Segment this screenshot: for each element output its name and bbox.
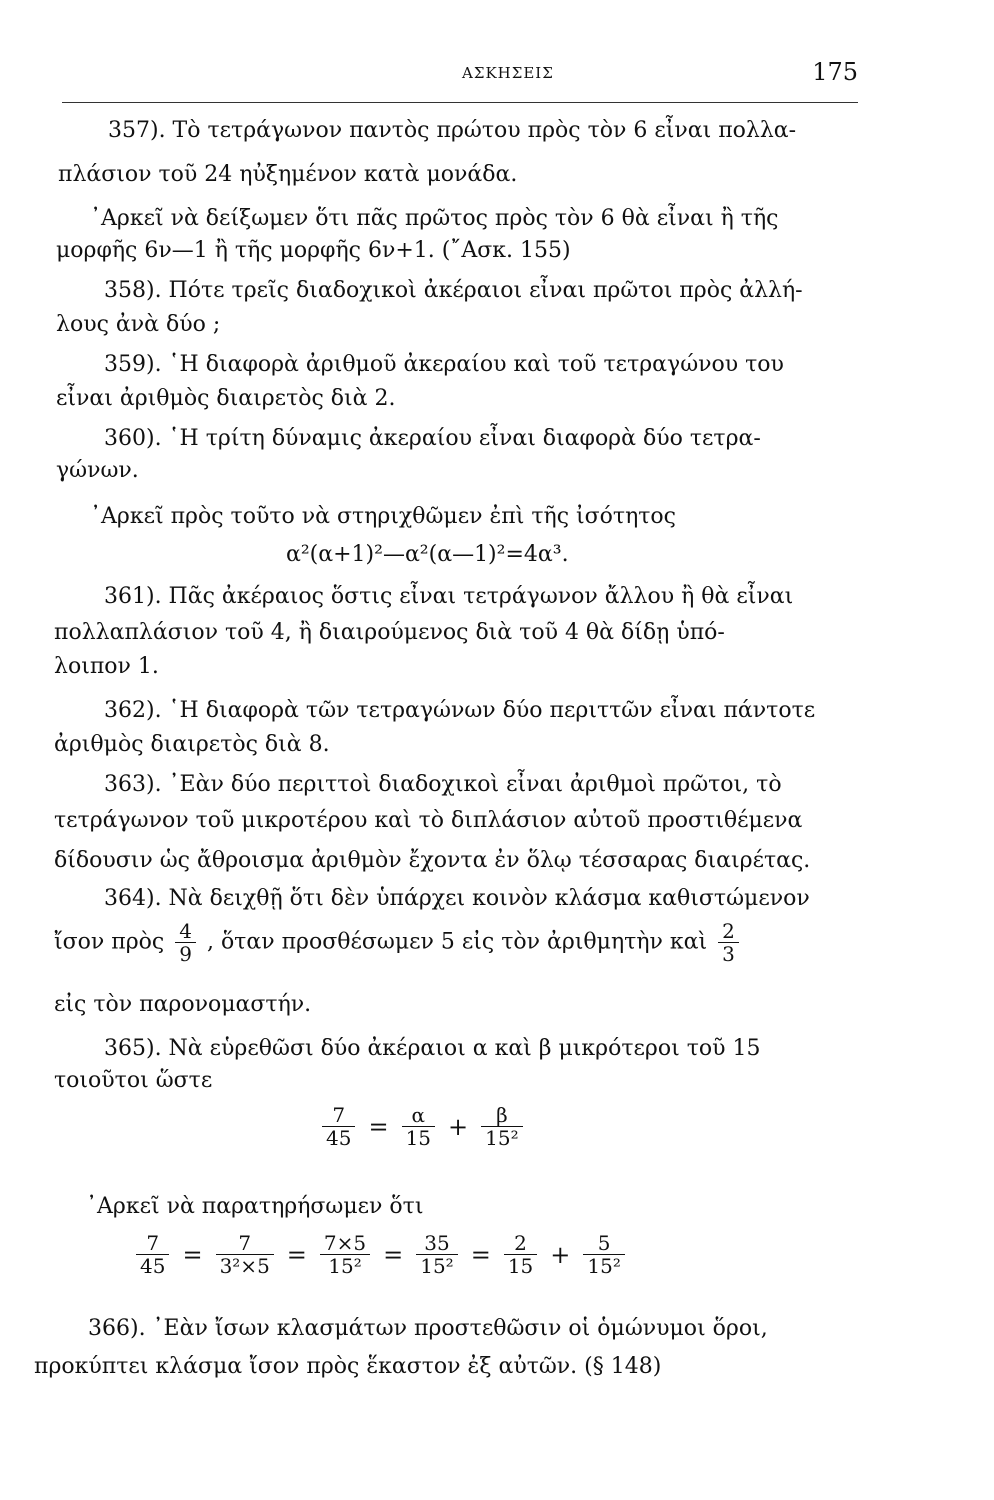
denominator: 3 xyxy=(722,942,735,966)
text-line: πλάσιον τοῦ 24 ηὐξημένον κατὰ μονάδα. xyxy=(58,162,518,187)
text-line: 365). Νὰ εὑρεθῶσι δύο ἀκέραιοι α καὶ β μικρότεροι τοῦ 15 xyxy=(104,1036,761,1061)
plus-sign: + xyxy=(550,1240,571,1269)
text-line: γώνων. xyxy=(56,458,139,483)
denominator: 15 xyxy=(405,1126,432,1150)
denominator: 45 xyxy=(140,1254,166,1278)
denominator: 15 xyxy=(507,1254,534,1278)
plus-sign: + xyxy=(448,1112,469,1141)
text-line: ᾿Αρκεῖ νὰ δείξωμεν ὅτι πᾶς πρῶτος πρὸς τὸν 6 θὰ εἶναι ἢ τῆς xyxy=(90,206,779,231)
fraction xyxy=(583,1232,624,1277)
numerator: 5 xyxy=(583,1232,624,1255)
text-line: 357). Τὸ τετράγωνον παντὸς πρώτου πρὸς τὸν 6 εἶναι πολλα- xyxy=(108,118,797,143)
equation-2 xyxy=(132,1232,629,1277)
text-line: πολλαπλάσιον τοῦ 4, ἢ διαιρούμενος διὰ τοῦ 4 θὰ δίδῃ ὑπό- xyxy=(54,620,725,645)
denominator: 15² xyxy=(485,1126,519,1150)
denominator: 15² xyxy=(420,1254,454,1278)
text-line: 359). ῾Η διαφορὰ ἀριθμοῦ ἀκεραίου καὶ τοῦ τετραγώνου του xyxy=(104,352,784,377)
page-header xyxy=(62,58,858,103)
text-line: 358). Πότε τρεῖς διαδοχικοὶ ἀκέραιοι εἶναι πρῶτοι πρὸς ἀλλή- xyxy=(104,278,803,303)
equation-identity: α²(α+1)²—α²(α—1)²=4α³. xyxy=(286,542,569,567)
equals-sign: = xyxy=(368,1112,389,1141)
equals-sign: = xyxy=(182,1240,203,1269)
numerator: 7 xyxy=(322,1104,355,1127)
text-line: 362). ῾Η διαφορὰ τῶν τετραγώνων δύο περιττῶν εἶναι πάντοτε xyxy=(104,698,816,723)
line-364-fractions xyxy=(54,920,743,965)
text-fragment: ἴσον πρὸς xyxy=(54,929,165,955)
text-line: ᾿Αρκεῖ νὰ παρατηρήσωμεν ὅτι xyxy=(86,1194,424,1219)
numerator: 7 xyxy=(216,1232,274,1255)
numerator: 7×5 xyxy=(320,1232,370,1255)
denominator: 9 xyxy=(179,942,192,966)
text-line: 366). ᾿Εὰν ἴσων κλασμάτων προστεθῶσιν οἱ ὁμώνυμοι ὅροι, xyxy=(88,1316,768,1341)
text-line: ᾿Αρκεῖ πρὸς τοῦτο νὰ στηριχθῶμεν ἐπὶ τῆς ἰσότητος xyxy=(90,504,676,529)
fraction xyxy=(402,1104,435,1149)
text-line: λους ἀνὰ δύο ; xyxy=(56,312,221,337)
text-line: δίδουσιν ὡς ἄθροισμα ἀριθμὸν ἔχοντα ἐν ὅλῳ τέσσαρας διαιρέτας. xyxy=(54,848,811,873)
numerator: 2 xyxy=(504,1232,537,1255)
numerator: β xyxy=(481,1104,522,1127)
text-line: τετράγωνον τοῦ μικροτέρου καὶ τὸ διπλάσιον αὐτοῦ προστιθέμενα xyxy=(54,808,803,833)
fraction xyxy=(320,1232,370,1277)
fraction xyxy=(216,1232,274,1277)
fraction xyxy=(504,1232,537,1277)
text-line: 360). ῾Η τρίτη δύναμις ἀκεραίου εἶναι διαφορὰ δύο τετρα- xyxy=(104,426,761,451)
equals-sign: = xyxy=(286,1240,307,1269)
fraction-2-3 xyxy=(718,920,739,965)
equation-1 xyxy=(318,1104,527,1149)
fraction xyxy=(136,1232,169,1277)
text-line: 364). Νὰ δειχθῇ ὅτι δὲν ὑπάρχει κοινὸν κλάσμα καθιστώμενον xyxy=(104,886,810,911)
denominator: 3²×5 xyxy=(219,1254,270,1278)
fraction xyxy=(416,1232,457,1277)
numerator: α xyxy=(402,1104,435,1127)
numerator: 7 xyxy=(136,1232,169,1255)
text-line: ἀριθμὸς διαιρετὸς διὰ 8. xyxy=(54,732,330,757)
numerator: 35 xyxy=(416,1232,457,1255)
numerator: 2 xyxy=(718,920,739,943)
page-number: 175 xyxy=(812,58,858,86)
equals-sign: = xyxy=(383,1240,404,1269)
text-line: εἰς τὸν παρονομαστήν. xyxy=(54,992,312,1017)
fraction xyxy=(322,1104,355,1149)
equals-sign: = xyxy=(470,1240,491,1269)
denominator: 15² xyxy=(587,1254,621,1278)
denominator: 45 xyxy=(326,1126,352,1150)
denominator: 15² xyxy=(328,1254,362,1278)
fraction-4-9 xyxy=(175,920,196,965)
text-line: 363). ᾿Εὰν δύο περιττοὶ διαδοχικοὶ εἶναι ἀριθμοὶ πρῶτοι, τὸ xyxy=(104,772,782,797)
text-line: τοιοῦτοι ὥστε xyxy=(54,1068,213,1093)
text-fragment: , ὅταν προσθέσωμεν 5 εἰς τὸν ἀριθμητὴν καὶ xyxy=(206,929,708,955)
text-line: 361). Πᾶς ἀκέραιος ὅστις εἶναι τετράγωνον ἄλλου ἢ θὰ εἶναι xyxy=(104,584,794,609)
numerator: 4 xyxy=(175,920,196,943)
text-line: λοιπον 1. xyxy=(54,654,159,679)
fraction xyxy=(481,1104,522,1149)
text-line: προκύπτει κλάσμα ἴσον πρὸς ἕκαστον ἐξ αὐτῶν. (§ 148) xyxy=(34,1354,662,1379)
text-line: εἶναι ἀριθμὸς διαιρετὸς διὰ 2. xyxy=(56,386,396,411)
running-title: ΑΣΚΗΣΕΙΣ xyxy=(462,64,554,82)
text-line: μορφῆς 6ν—1 ἢ τῆς μορφῆς 6ν+1. (῎Ασκ. 155) xyxy=(56,238,571,263)
